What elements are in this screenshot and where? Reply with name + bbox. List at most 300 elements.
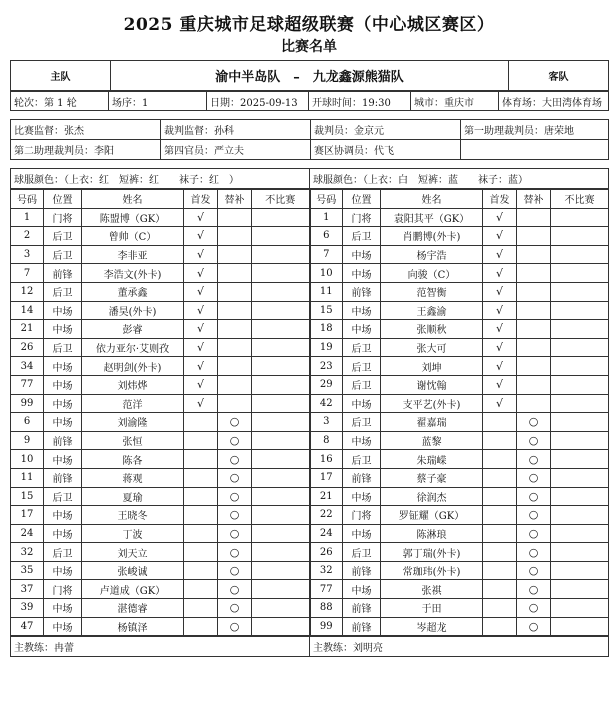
home-column-header: 替补 (218, 190, 252, 209)
away-player-position: 后卫 (343, 227, 381, 246)
home-player-number: 32 (11, 543, 44, 562)
table-row (11, 450, 609, 469)
home-starter-mark (184, 450, 218, 469)
table-row (11, 338, 609, 357)
away-player-number: 42 (310, 394, 343, 413)
home-player-position: 中场 (44, 599, 82, 618)
away-substitute-mark: ○ (517, 580, 551, 599)
away-player-name: 王鑫渝 (381, 301, 483, 320)
home-player-position: 后卫 (44, 338, 82, 357)
home-substitute-mark (218, 245, 252, 264)
home-substitute-mark: ○ (218, 561, 252, 580)
home-starter-mark: √ (184, 338, 218, 357)
home-player-position: 前锋 (44, 264, 82, 283)
home-player-name: 卢道成（GK） (82, 580, 184, 599)
home-coach: 主教练：冉蕾 (11, 637, 310, 657)
table-row (11, 357, 609, 376)
home-not-playing (252, 245, 310, 264)
home-starter-mark: √ (184, 227, 218, 246)
home-player-number: 6 (11, 413, 44, 432)
away-not-playing (551, 524, 609, 543)
away-starter-mark: √ (483, 282, 517, 301)
away-player-number: 6 (310, 227, 343, 246)
away-player-position: 门将 (343, 506, 381, 525)
table-row (11, 320, 609, 339)
home-starter-mark: √ (184, 301, 218, 320)
home-player-position: 门将 (44, 208, 82, 227)
away-player-position: 后卫 (343, 450, 381, 469)
away-coach: 主教练：刘明亮 (310, 637, 609, 657)
home-starter-mark (184, 413, 218, 432)
away-player-name: 张大可 (381, 338, 483, 357)
home-player-position: 后卫 (44, 245, 82, 264)
away-starter-mark (483, 561, 517, 580)
home-not-playing (252, 561, 310, 580)
away-player-name: 张祺 (381, 580, 483, 599)
away-starter-mark: √ (483, 227, 517, 246)
home-player-name: 刘渝隆 (82, 413, 184, 432)
home-player-name: 陈盟博（GK） (82, 208, 184, 227)
home-player-name: 陈各 (82, 450, 184, 469)
table-row (11, 543, 609, 562)
table-row (11, 599, 609, 618)
away-substitute-mark (517, 320, 551, 339)
away-player-number: 11 (310, 282, 343, 301)
home-starter-mark (184, 599, 218, 618)
home-player-position: 中场 (44, 320, 82, 339)
home-player-name: 王晓冬 (82, 506, 184, 525)
home-starter-mark: √ (184, 375, 218, 394)
away-substitute-mark: ○ (517, 450, 551, 469)
away-player-position: 后卫 (343, 338, 381, 357)
away-not-playing (551, 487, 609, 506)
round: 轮次：第 1 轮 (11, 92, 109, 111)
home-player-name: 张恒 (82, 431, 184, 450)
home-player-number: 99 (11, 394, 44, 413)
away-substitute-mark (517, 282, 551, 301)
away-substitute-mark (517, 227, 551, 246)
home-not-playing (252, 301, 310, 320)
home-player-name: 董承鑫 (82, 282, 184, 301)
home-player-name: 丁波 (82, 524, 184, 543)
away-player-position: 后卫 (343, 543, 381, 562)
home-player-name: 刘天立 (82, 543, 184, 562)
home-substitute-mark (218, 394, 252, 413)
coaches (10, 636, 609, 657)
home-starter-mark (184, 506, 218, 525)
home-player-number: 7 (11, 264, 44, 283)
away-player-position: 中场 (343, 524, 381, 543)
away-column-header: 替补 (517, 190, 551, 209)
away-starter-mark: √ (483, 320, 517, 339)
home-player-position: 中场 (44, 617, 82, 636)
fourth-official: 第四官员：严立夫 (161, 140, 311, 160)
home-substitute-mark: ○ (218, 450, 252, 469)
home-player-position: 后卫 (44, 543, 82, 562)
away-player-position: 后卫 (343, 413, 381, 432)
away-player-name: 杨宇浩 (381, 245, 483, 264)
table-row (11, 431, 609, 450)
away-player-number: 17 (310, 468, 343, 487)
home-column-header: 号码 (11, 190, 44, 209)
away-player-name: 于田 (381, 599, 483, 618)
away-column-header: 首发 (483, 190, 517, 209)
away-player-position: 中场 (343, 580, 381, 599)
home-player-position: 前锋 (44, 468, 82, 487)
away-not-playing (551, 394, 609, 413)
table-row (11, 580, 609, 599)
home-player-position: 门将 (44, 580, 82, 599)
away-substitute-mark: ○ (517, 431, 551, 450)
away-player-position: 后卫 (343, 375, 381, 394)
away-player-position: 中场 (343, 264, 381, 283)
home-player-position: 中场 (44, 450, 82, 469)
away-not-playing (551, 543, 609, 562)
away-player-position: 后卫 (343, 357, 381, 376)
match-info (10, 91, 609, 111)
home-not-playing (252, 468, 310, 487)
away-player-name: 袁阳其平（GK） (381, 208, 483, 227)
officials-table (10, 119, 609, 160)
away-not-playing (551, 506, 609, 525)
home-player-number: 11 (11, 468, 44, 487)
home-player-number: 14 (11, 301, 44, 320)
home-player-position: 后卫 (44, 282, 82, 301)
away-player-name: 张顺秋 (381, 320, 483, 339)
away-player-number: 26 (310, 543, 343, 562)
away-column-header: 号码 (310, 190, 343, 209)
table-row (11, 468, 609, 487)
away-not-playing (551, 561, 609, 580)
home-column-header: 首发 (184, 190, 218, 209)
home-not-playing (252, 506, 310, 525)
away-player-position: 中场 (343, 301, 381, 320)
away-player-number: 18 (310, 320, 343, 339)
home-substitute-mark (218, 320, 252, 339)
away-substitute-mark: ○ (517, 413, 551, 432)
away-player-name: 范智衡 (381, 282, 483, 301)
home-label: 主队 (11, 61, 111, 91)
home-starter-mark (184, 524, 218, 543)
away-player-number: 32 (310, 561, 343, 580)
away-not-playing (551, 245, 609, 264)
home-not-playing (252, 208, 310, 227)
assistant-referee-1: 第一助理裁判员：唐荣地 (461, 120, 609, 140)
away-player-position: 前锋 (343, 282, 381, 301)
home-column-header: 姓名 (82, 190, 184, 209)
away-player-position: 中场 (343, 487, 381, 506)
home-not-playing (252, 487, 310, 506)
home-starter-mark (184, 468, 218, 487)
home-not-playing (252, 375, 310, 394)
home-substitute-mark: ○ (218, 580, 252, 599)
away-starter-mark (483, 580, 517, 599)
home-player-number: 1 (11, 208, 44, 227)
away-substitute-mark: ○ (517, 617, 551, 636)
home-player-position: 后卫 (44, 487, 82, 506)
table-row (11, 617, 609, 636)
away-player-number: 8 (310, 431, 343, 450)
home-starter-mark (184, 487, 218, 506)
match-number: 场序：1 (109, 92, 207, 111)
away-label: 客队 (509, 61, 609, 91)
match-date: 日期：2025-09-13 (207, 92, 309, 111)
teams-title: 渝中半岛队 – 九龙鑫源熊猫队 (111, 61, 509, 91)
away-not-playing (551, 450, 609, 469)
away-substitute-mark (517, 245, 551, 264)
home-player-number: 15 (11, 487, 44, 506)
table-row (11, 208, 609, 227)
home-column-header: 不比赛 (252, 190, 310, 209)
away-player-number: 19 (310, 338, 343, 357)
away-player-number: 1 (310, 208, 343, 227)
home-column-header: 位置 (44, 190, 82, 209)
home-starter-mark: √ (184, 264, 218, 283)
home-substitute-mark: ○ (218, 468, 252, 487)
away-player-name: 刘坤 (381, 357, 483, 376)
away-starter-mark: √ (483, 301, 517, 320)
away-not-playing (551, 282, 609, 301)
stadium: 体育场：大田湾体育场 (499, 92, 609, 111)
away-starter-mark (483, 506, 517, 525)
away-not-playing (551, 357, 609, 376)
away-player-number: 77 (310, 580, 343, 599)
home-player-number: 17 (11, 506, 44, 525)
home-substitute-mark (218, 282, 252, 301)
home-player-name: 李浩文(外卡) (82, 264, 184, 283)
home-not-playing (252, 282, 310, 301)
roster-header-row (11, 190, 609, 209)
home-starter-mark (184, 543, 218, 562)
city: 城市：重庆市 (411, 92, 499, 111)
away-player-name: 蓝黎 (381, 431, 483, 450)
kit-colors (10, 168, 609, 189)
away-substitute-mark: ○ (517, 599, 551, 618)
away-substitute-mark (517, 357, 551, 376)
venue-coordinator: 赛区协调员：代飞 (311, 140, 461, 160)
table-row (11, 301, 609, 320)
home-player-position: 中场 (44, 561, 82, 580)
home-not-playing (252, 524, 310, 543)
away-player-number: 22 (310, 506, 343, 525)
away-player-name: 郭丁瑞(外卡) (381, 543, 483, 562)
away-starter-mark: √ (483, 375, 517, 394)
home-player-number: 47 (11, 617, 44, 636)
away-substitute-mark (517, 338, 551, 357)
home-not-playing (252, 357, 310, 376)
home-substitute-mark (218, 375, 252, 394)
kickoff-time: 开球时间：19:30 (309, 92, 411, 111)
home-substitute-mark: ○ (218, 506, 252, 525)
away-not-playing (551, 468, 609, 487)
away-starter-mark: √ (483, 357, 517, 376)
home-not-playing (252, 599, 310, 618)
away-substitute-mark: ○ (517, 468, 551, 487)
referee: 裁判员：金京元 (311, 120, 461, 140)
home-starter-mark: √ (184, 394, 218, 413)
home-substitute-mark: ○ (218, 431, 252, 450)
away-not-playing (551, 320, 609, 339)
away-not-playing (551, 264, 609, 283)
away-starter-mark: √ (483, 245, 517, 264)
table-row (11, 245, 609, 264)
home-starter-mark (184, 431, 218, 450)
away-player-number: 3 (310, 413, 343, 432)
home-player-name: 李非亚 (82, 245, 184, 264)
away-substitute-mark (517, 394, 551, 413)
away-starter-mark (483, 617, 517, 636)
table-row (11, 227, 609, 246)
away-not-playing (551, 413, 609, 432)
away-player-position: 中场 (343, 245, 381, 264)
away-not-playing (551, 338, 609, 357)
away-starter-mark (483, 468, 517, 487)
home-substitute-mark (218, 227, 252, 246)
home-not-playing (252, 543, 310, 562)
away-player-position: 前锋 (343, 468, 381, 487)
away-player-name: 常珈玮(外卡) (381, 561, 483, 580)
away-player-name: 罗钲耀（GK） (381, 506, 483, 525)
away-substitute-mark: ○ (517, 506, 551, 525)
home-not-playing (252, 580, 310, 599)
home-player-position: 中场 (44, 506, 82, 525)
away-substitute-mark (517, 301, 551, 320)
away-not-playing (551, 431, 609, 450)
home-not-playing (252, 394, 310, 413)
home-starter-mark: √ (184, 282, 218, 301)
table-row (11, 506, 609, 525)
home-player-name: 杨镇泽 (82, 617, 184, 636)
home-player-position: 中场 (44, 394, 82, 413)
away-player-number: 24 (310, 524, 343, 543)
home-player-number: 3 (11, 245, 44, 264)
away-not-playing (551, 227, 609, 246)
away-starter-mark: √ (483, 264, 517, 283)
home-player-number: 34 (11, 357, 44, 376)
away-player-position: 中场 (343, 431, 381, 450)
page-subtitle: 比赛名单 (281, 39, 337, 55)
home-not-playing (252, 617, 310, 636)
home-player-name: 曾帅（C） (82, 227, 184, 246)
home-substitute-mark: ○ (218, 487, 252, 506)
home-not-playing (252, 338, 310, 357)
away-starter-mark (483, 599, 517, 618)
home-player-name: 依力亚尔·艾则孜 (82, 338, 184, 357)
home-player-number: 26 (11, 338, 44, 357)
home-substitute-mark (218, 264, 252, 283)
away-substitute-mark (517, 375, 551, 394)
table-row (11, 413, 609, 432)
away-player-position: 前锋 (343, 561, 381, 580)
home-player-name: 刘炜烨 (82, 375, 184, 394)
away-kit: 球服颜色：（上衣：白 短裤：蓝 袜子：蓝） (310, 169, 609, 189)
home-player-number: 2 (11, 227, 44, 246)
away-player-name: 陈淋琅 (381, 524, 483, 543)
away-starter-mark (483, 524, 517, 543)
away-player-name: 朱瑞嵘 (381, 450, 483, 469)
away-substitute-mark (517, 264, 551, 283)
away-player-name: 向骏（C） (381, 264, 483, 283)
home-player-position: 中场 (44, 301, 82, 320)
home-not-playing (252, 413, 310, 432)
home-not-playing (252, 264, 310, 283)
away-starter-mark (483, 543, 517, 562)
home-substitute-mark: ○ (218, 543, 252, 562)
away-player-name: 岑超龙 (381, 617, 483, 636)
away-substitute-mark: ○ (517, 543, 551, 562)
away-player-number: 88 (310, 599, 343, 618)
home-player-name: 湛德睿 (82, 599, 184, 618)
home-player-position: 中场 (44, 524, 82, 543)
home-starter-mark: √ (184, 357, 218, 376)
home-substitute-mark (218, 208, 252, 227)
home-not-playing (252, 431, 310, 450)
roster-table (10, 189, 609, 636)
home-not-playing (252, 227, 310, 246)
table-row (11, 264, 609, 283)
home-player-position: 后卫 (44, 227, 82, 246)
home-player-name: 彭睿 (82, 320, 184, 339)
away-starter-mark: √ (483, 338, 517, 357)
away-substitute-mark: ○ (517, 561, 551, 580)
home-player-number: 9 (11, 431, 44, 450)
away-player-position: 前锋 (343, 599, 381, 618)
home-player-number: 37 (11, 580, 44, 599)
assistant-referee-2: 第二助理裁判员：李阳 (11, 140, 161, 160)
away-player-number: 23 (310, 357, 343, 376)
away-starter-mark (483, 450, 517, 469)
referee-supervisor: 裁判监督：孙科 (161, 120, 311, 140)
home-player-number: 35 (11, 561, 44, 580)
table-row (11, 524, 609, 543)
home-player-name: 潘昊(外卡) (82, 301, 184, 320)
home-player-number: 39 (11, 599, 44, 618)
away-substitute-mark: ○ (517, 487, 551, 506)
home-player-number: 77 (11, 375, 44, 394)
home-starter-mark (184, 617, 218, 636)
away-player-number: 21 (310, 487, 343, 506)
away-player-name: 支平艺(外卡) (381, 394, 483, 413)
away-player-number: 15 (310, 301, 343, 320)
home-player-name: 张峻诚 (82, 561, 184, 580)
home-player-name: 赵明剑(外卡) (82, 357, 184, 376)
home-player-name: 蒋观 (82, 468, 184, 487)
home-substitute-mark (218, 338, 252, 357)
home-substitute-mark: ○ (218, 413, 252, 432)
away-substitute-mark (517, 208, 551, 227)
away-column-header: 位置 (343, 190, 381, 209)
home-starter-mark (184, 561, 218, 580)
away-player-position: 中场 (343, 320, 381, 339)
home-player-position: 中场 (44, 375, 82, 394)
home-starter-mark: √ (184, 208, 218, 227)
away-not-playing (551, 301, 609, 320)
home-player-number: 24 (11, 524, 44, 543)
away-player-number: 29 (310, 375, 343, 394)
away-player-name: 徐润杰 (381, 487, 483, 506)
home-substitute-mark (218, 301, 252, 320)
home-player-number: 12 (11, 282, 44, 301)
away-player-name: 蔡子豪 (381, 468, 483, 487)
home-player-position: 前锋 (44, 431, 82, 450)
home-substitute-mark: ○ (218, 617, 252, 636)
away-player-number: 99 (310, 617, 343, 636)
page-title: 2025 重庆城市足球超级联赛（中心城区赛区） (123, 15, 495, 35)
away-column-header: 姓名 (381, 190, 483, 209)
home-substitute-mark: ○ (218, 599, 252, 618)
away-not-playing (551, 599, 609, 618)
away-starter-mark (483, 431, 517, 450)
